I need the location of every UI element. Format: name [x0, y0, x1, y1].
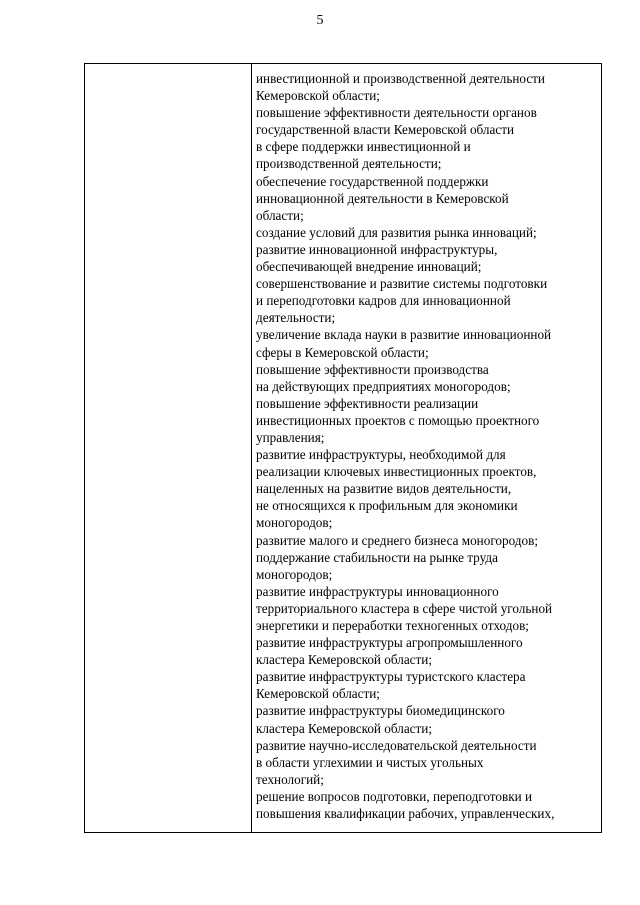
- table-row: [85, 64, 602, 833]
- text-line: развитие инфраструктуры туристского кластера: [256, 669, 526, 685]
- text-line: создание условий для развития рынка инноваций;: [256, 224, 537, 240]
- text-line: нацеленных на развитие видов деятельности,: [256, 481, 512, 497]
- text-line: управления;: [256, 429, 325, 445]
- text-line: повышение эффективности деятельности органов: [256, 105, 537, 121]
- text-line: развитие инфраструктуры, необходимой для: [256, 447, 506, 463]
- text-line: производственной деятельности;: [256, 156, 442, 172]
- text-line: энергетики и переработки техногенных отходов;: [256, 618, 529, 633]
- text-line: развитие инфраструктуры биомедицинского: [256, 703, 505, 719]
- text-line: не относящихся к профильным для экономики: [256, 498, 518, 514]
- text-line: моногородов;: [256, 515, 333, 531]
- text-line: развитие инфраструктуры агропромышленного: [256, 635, 523, 651]
- text-line: кластера Кемеровской области;: [256, 720, 433, 736]
- text-line: в области углехимии и чистых угольных: [256, 754, 484, 770]
- table-cell-right: [252, 64, 602, 833]
- text-line: инвестиционных проектов с помощью проектного: [256, 412, 540, 428]
- text-line: поддержание стабильности на рынке труда: [256, 549, 498, 565]
- page-number: 5: [316, 13, 324, 28]
- text-line: повышение эффективности реализации: [256, 395, 479, 411]
- text-line: кластера Кемеровской области;: [256, 652, 433, 668]
- text-line: повышение эффективности производства: [256, 361, 489, 377]
- text-line: государственной власти Кемеровской области: [256, 122, 515, 138]
- text-line: на действующих предприятиях моногородов;: [256, 378, 511, 394]
- text-line: развитие инновационной инфраструктуры,: [256, 241, 498, 257]
- text-line: совершенствование и развитие системы подготовки: [256, 276, 548, 292]
- text-line: реализации ключевых инвестиционных проектов,: [256, 464, 537, 480]
- text-line: сферы в Кемеровской области;: [256, 344, 429, 360]
- text-line: увеличение вклада науки в развитие инновационной: [256, 327, 552, 343]
- text-line: моногородов;: [256, 566, 333, 582]
- text-line: инвестиционной и производственной деятельности: [256, 71, 545, 86]
- text-line: решение вопросов подготовки, переподготовки и: [256, 788, 533, 804]
- text-line: развитие научно-исследовательской деятельности: [256, 737, 537, 753]
- table-cell-left: [85, 64, 252, 833]
- text-line: обеспечение государственной поддержки: [256, 173, 489, 189]
- text-line: в сфере поддержки инвестиционной и: [256, 139, 471, 155]
- text-line: повышения квалификации рабочих, управленческих,: [256, 806, 555, 822]
- document-table: [84, 63, 602, 833]
- text-line: технологий;: [256, 771, 324, 787]
- text-line: развитие малого и среднего бизнеса моногородов;: [256, 532, 538, 548]
- text-line: и переподготовки кадров для инновационной: [256, 293, 511, 309]
- text-line: области;: [256, 207, 304, 223]
- text-line: развитие инфраструктуры инновационного: [256, 583, 499, 599]
- text-line: деятельности;: [256, 310, 336, 326]
- text-line: Кемеровской области;: [256, 88, 380, 104]
- text-line: обеспечивающей внедрение инноваций;: [256, 259, 482, 275]
- text-line: Кемеровской области;: [256, 686, 380, 702]
- text-line: инновационной деятельности в Кемеровской: [256, 190, 509, 206]
- text-line: территориального кластера в сфере чистой угольной: [256, 600, 553, 616]
